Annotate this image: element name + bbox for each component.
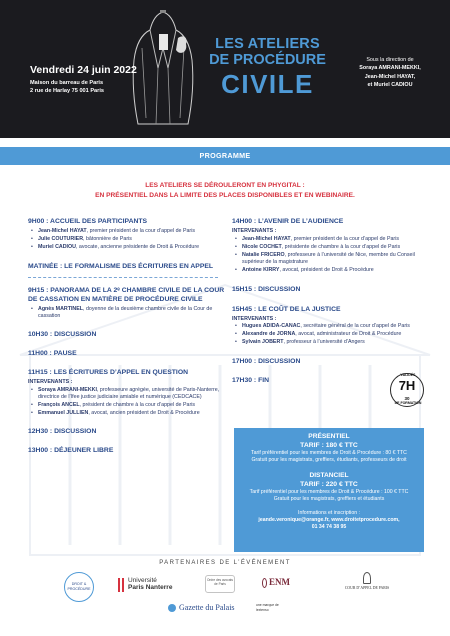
speaker-name: Jean-Michel HAYAT (38, 228, 87, 234)
speaker-role: , avocat, ancien président de Droit & Procédure (88, 410, 200, 417)
speaker-role: , premier président de la cour d’appel de Paris (86, 228, 196, 234)
gazette-palais-logo (168, 603, 235, 612)
droit-procedure-logo (64, 572, 94, 602)
speaker-role: , professeure agrégée, université de Paris-Nanterre, directrice de l’Ifee justice judiciaire amiable et numérique (CEDCACE) (38, 386, 220, 400)
spacer (232, 276, 424, 285)
cour-appel-logo (332, 572, 402, 590)
session-title: 14H00 : L’AVENIR DE L’AUDIENCE (232, 218, 344, 225)
discussion-slot: 12H30 : DISCUSSION (28, 428, 97, 436)
pause-slot: 11H00 : PAUSE (28, 350, 77, 358)
direction-line: Soraya AMRANI-MEKKI, (359, 65, 421, 72)
distanciel-rate: Tarif préférentiel pour les membres de Droit & Procédure : 100 € TTC (249, 489, 409, 495)
speaker-role: , avocate, ancienne présidente de Droit & Procédure (75, 244, 200, 251)
phone-number[interactable]: 01 34 74 38 95 (311, 524, 347, 530)
title-line-1: LES ATELIERS (215, 36, 320, 52)
speaker-name: François ANCEL (38, 401, 80, 408)
intervenants-label: INTERVENANTS : (28, 379, 73, 386)
direction-line: Sous la direction de (366, 57, 414, 63)
speaker-name: Alexandre de JORNA (242, 331, 296, 338)
speaker-item (28, 402, 228, 409)
judge-robe-illustration (128, 8, 198, 126)
speaker-name: Antoine KIRRY (242, 267, 280, 274)
intervenants-label: INTERVENANTS : (232, 228, 277, 234)
direction-credits (340, 56, 440, 89)
discussion-slot: 15H15 : DISCUSSION (232, 285, 301, 293)
speaker-name: Julie COUTURIER (38, 236, 84, 243)
direction-line: et Muriel CADIOU (367, 81, 413, 88)
speaker-item (232, 267, 424, 274)
speaker-name: Jean-Michel HAYAT (242, 235, 291, 242)
direction-line: Jean-Michel HAYAT, (364, 73, 416, 80)
speaker-item (232, 323, 424, 330)
speaker-item (232, 331, 424, 338)
speaker-item (232, 244, 424, 251)
morning-programme (28, 217, 228, 457)
speaker-role: , présidente de chambre à la cour d’appel de Paris (281, 243, 401, 250)
venue-line-1: Maison du barreau de Paris (30, 80, 104, 86)
speaker-name: Hugues ADIDA-CANAC (242, 323, 301, 330)
nanterre-mark-icon (118, 578, 124, 592)
spacer (28, 418, 228, 427)
speaker-item (28, 244, 228, 251)
enm-logo (262, 577, 290, 588)
gazette-text: Gazette du Palais (179, 603, 235, 612)
speaker-item (28, 387, 228, 401)
badge-hours: 7H (398, 378, 416, 393)
speaker-item (232, 339, 424, 346)
event-venue (30, 79, 104, 95)
end-slot: 17H30 : FIN (232, 376, 270, 384)
barreau-text: Ordre des avocats de Paris (206, 578, 234, 586)
event-date: Vendredi 24 juin 2022 (30, 64, 137, 76)
distanciel-free: Gratuit pour les magistrats, greffiers et étudiants (273, 496, 385, 502)
pricing-box (234, 428, 424, 552)
speaker-name: Emmanuel JULLIEN (38, 410, 89, 417)
lextenso-text: une marque de lextenso (256, 603, 279, 612)
marianne-icon (363, 572, 371, 584)
notice-line-1: LES ATELIERS SE DÉROULERONT EN PHYGITAL : (145, 182, 305, 189)
distanciel-title: DISTANCIEL (309, 472, 349, 479)
speaker-role: , professeur à l’université d’Angers (283, 339, 365, 346)
barreau-paris-logo (205, 575, 235, 593)
session-title: 11H15 : LES ÉCRITURES D’APPEL EN QUESTION (28, 369, 189, 377)
speaker-item (28, 228, 228, 235)
spacer (232, 348, 424, 357)
presentiel-free: Gratuit pour les magistrats, greffiers, étudiants, professeurs de droit (251, 457, 407, 463)
speaker-name: Nicole COCHET (242, 243, 282, 250)
enm-mark-icon (262, 578, 267, 588)
spacer (28, 253, 228, 262)
speaker-role: , doyenne de la deuxième chambre civile de la Cour de cassation (38, 305, 213, 319)
title-line-2: DE PROCÉDURE (209, 52, 326, 68)
lextenso-logo (256, 603, 280, 612)
speaker-role: , premier président de la cour d’appel de Paris (290, 235, 400, 242)
spacer (232, 296, 424, 305)
distanciel-tarif: TARIF : 220 € TTC (300, 481, 358, 488)
speaker-item (28, 236, 228, 243)
speaker-name: Natalie FRICERO (242, 251, 285, 258)
info-title: Informations et inscription : (298, 510, 360, 516)
session-title: 9H15 : PANORAMA DE LA 2ᵉ CHAMBRE CIVILE DE LA COUR DE CASSATION EN MATIÈRE DE PROCÉDURE CIVILE (28, 286, 225, 303)
lunch-slot: 13H00 : DÉJEUNER LIBRE (28, 447, 114, 455)
speaker-role: , avocat, président de Droit & Procédure (279, 267, 374, 274)
notice-line-2: EN PRÉSENTIEL DANS LA LIMITE DES PLACES DISPONIBLES ET EN WEBINAIRE. (95, 192, 355, 199)
badge-minutes: 30 (404, 396, 410, 401)
session-title: 15H45 : LE COÛT DE LA JUSTICE (232, 305, 341, 313)
contact-line[interactable]: jeande.veronique@orange.fr, www.droitetprocedure.com, (258, 517, 400, 523)
partners-title: PARTENAIRES DE L’ÉVÉNEMENT (159, 560, 291, 566)
intervenants-label: INTERVENANTS : (232, 315, 277, 322)
discussion-slot: 10H30 : DISCUSSION (28, 331, 97, 339)
badge-bottom-label: DE FORMATION (394, 401, 422, 405)
programme-bar: PROGRAMME (0, 147, 450, 165)
nanterre-line-1: Université (128, 577, 157, 584)
title-line-3: CIVILE (221, 69, 314, 99)
speaker-role: , bâtonnière de Paris (83, 236, 132, 243)
nanterre-line-2: Paris Nanterre (128, 584, 173, 591)
phygital-notice (0, 181, 450, 201)
speaker-role: , avocat, administrateur de Droit & Procédure (295, 331, 402, 338)
speaker-name: Agnès MARTINEL (38, 305, 84, 312)
presentiel-rate: Tarif préférentiel pour les membres de Droit & Procédure : 80 € TTC (251, 450, 407, 456)
cour-appel-text: COUR D’APPEL DE PARIS (344, 586, 390, 590)
speaker-item (232, 252, 424, 266)
badge-top-label: VALIDÉS (400, 373, 416, 377)
speaker-role: , président de chambre à la cour d’appel de Paris (79, 401, 196, 408)
matinee-heading: MATINÉE : LE FORMALISME DES ÉCRITURES EN APPEL (28, 262, 214, 270)
presentiel-title: PRÉSENTIEL (308, 433, 350, 440)
speaker-role: , secrétaire général de la cour d’appel de Paris (300, 323, 410, 330)
speaker-item (28, 410, 228, 417)
discussion-slot: 17H00 : DISCUSSION (232, 357, 301, 365)
speaker-name: Muriel CADIOU (38, 244, 76, 251)
header-banner (0, 0, 450, 138)
presentiel-tarif: TARIF : 180 € TTC (300, 442, 358, 449)
afternoon-programme (232, 217, 424, 387)
training-hours-badge (390, 373, 424, 407)
spacer (28, 321, 228, 330)
dp-logo-text: DROIT & PROCÉDURE (67, 582, 91, 591)
session-title: 9H00 : ACCUEIL DES PARTICIPANTS (28, 218, 148, 225)
gazette-mark-icon (168, 604, 176, 612)
speaker-role: , professeure à l’université de Nice, membre du Conseil supérieur de la magistrature (242, 251, 415, 266)
enm-text: ENM (269, 577, 290, 587)
speaker-item (232, 236, 424, 243)
speaker-name: Sylvain JOBERT (242, 339, 284, 346)
venue-line-2: 2 rue de Harlay 75 001 Paris (30, 88, 105, 94)
speaker-item (28, 306, 228, 320)
section-divider (28, 277, 218, 278)
speaker-name: Soraya AMRANI-MEKKI (38, 386, 97, 393)
event-title (205, 36, 330, 99)
